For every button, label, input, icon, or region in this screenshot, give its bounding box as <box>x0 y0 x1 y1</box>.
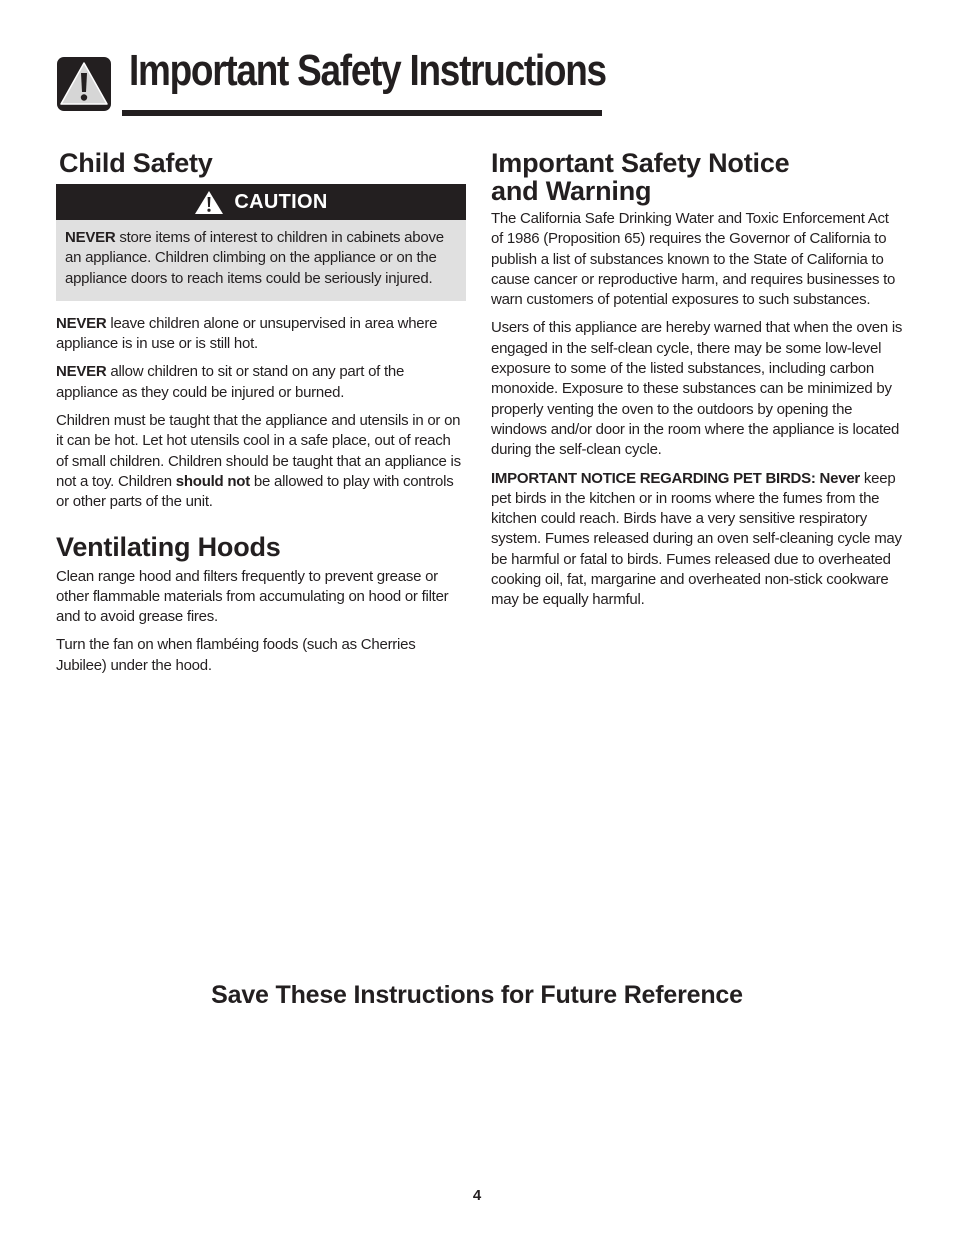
child-safety-heading: Child Safety <box>59 148 213 178</box>
ventilating-hoods-paragraph-2: Turn the fan on when flambéing foods (such as Cherries Jubilee) under the hood. <box>56 636 416 674</box>
paragraph-text: be allowed to play with controls or other parts of the unit. <box>56 472 454 511</box>
caution-never: NEVER <box>65 229 116 246</box>
child-safety-paragraph-1 <box>56 314 466 355</box>
notice-heading-line-1: Important Safety Notice <box>491 148 790 178</box>
left-column <box>56 146 466 676</box>
caution-box <box>56 184 466 301</box>
emphasis-never: NEVER <box>56 314 107 332</box>
page-number: 4 <box>472 1187 482 1204</box>
caution-label: CAUTION <box>234 190 328 213</box>
paragraph-text: leave children alone or unsupervised in area where appliance is in use or is still hot. <box>56 314 438 353</box>
emphasis-should-not: should not <box>175 472 250 490</box>
notice-paragraph-3 <box>491 469 903 611</box>
ventilating-hoods-heading: Ventilating Hoods <box>56 531 281 562</box>
child-safety-paragraph-2 <box>56 362 466 403</box>
paragraph-text: Children must be taught that the appliance and utensils in or on it can be hot. Let hot utensils cool in a safe place, out of reach of small children. Children should be taught that an appliance is not a toy. Children <box>56 412 461 490</box>
title-underline <box>122 110 602 116</box>
warning-triangle-icon <box>56 56 112 112</box>
save-instructions-text: Save These Instructions for Future Reference <box>211 981 743 1009</box>
right-column <box>491 146 903 611</box>
paragraph-text: keep pet birds in the kitchen or in rooms where the fumes from the kitchen could reach. Birds have a very sensitive respiratory system. Fumes released during an oven self-cleaning cycle may be harmful or fatal to birds. Fumes released due to overheated cooking oil, fat, margarine and overheated non-stick cookware may be equally harmful. <box>491 469 902 609</box>
emphasis-never: NEVER <box>56 363 107 381</box>
caution-text <box>56 220 466 301</box>
notice-heading-line-2: and Warning <box>491 176 652 206</box>
ventilating-hoods-paragraph-1: Clean range hood and filters frequently to prevent grease or other flammable materials from accumulating on hood or filter and to avoid grease fires. <box>56 567 449 626</box>
child-safety-paragraph-3 <box>56 411 466 512</box>
notice-heading <box>491 149 903 205</box>
notice-paragraph-2: Users of this appliance are hereby warned that when the oven is engaged in the self-clean cycle, there may be some low-level exposure to some of the listed substances, including carbon monoxide. Exposure to these substances can be minimized by properly venting the oven to the outdoors by opening the windows and/or door in the room where the appliance is located during the self-clean cycle. <box>491 319 903 459</box>
paragraph-text: allow children to sit or stand on any part of the appliance as they could be injured or burned. <box>56 363 405 401</box>
caution-banner <box>56 184 466 220</box>
notice-paragraph-1: The California Safe Drinking Water and Toxic Enforcement Act of 1986 (Proposition 65) requires the Governor of California to publish a list of substances known to the State of California to cause cancer or reproductive harm, and requires businesses to warn customers of potential exposures to such substances. <box>491 210 896 309</box>
pet-birds-notice-heading: IMPORTANT NOTICE REGARDING PET BIRDS: Never <box>491 469 861 487</box>
warning-triangle-icon <box>194 190 224 215</box>
page-title: Important Safety Instructions <box>129 46 606 95</box>
caution-body-text: store items of interest to children in cabinets above an appliance. Children climbing on the appliance or on the appliance doors to reach items could be seriously injured. <box>65 229 444 287</box>
